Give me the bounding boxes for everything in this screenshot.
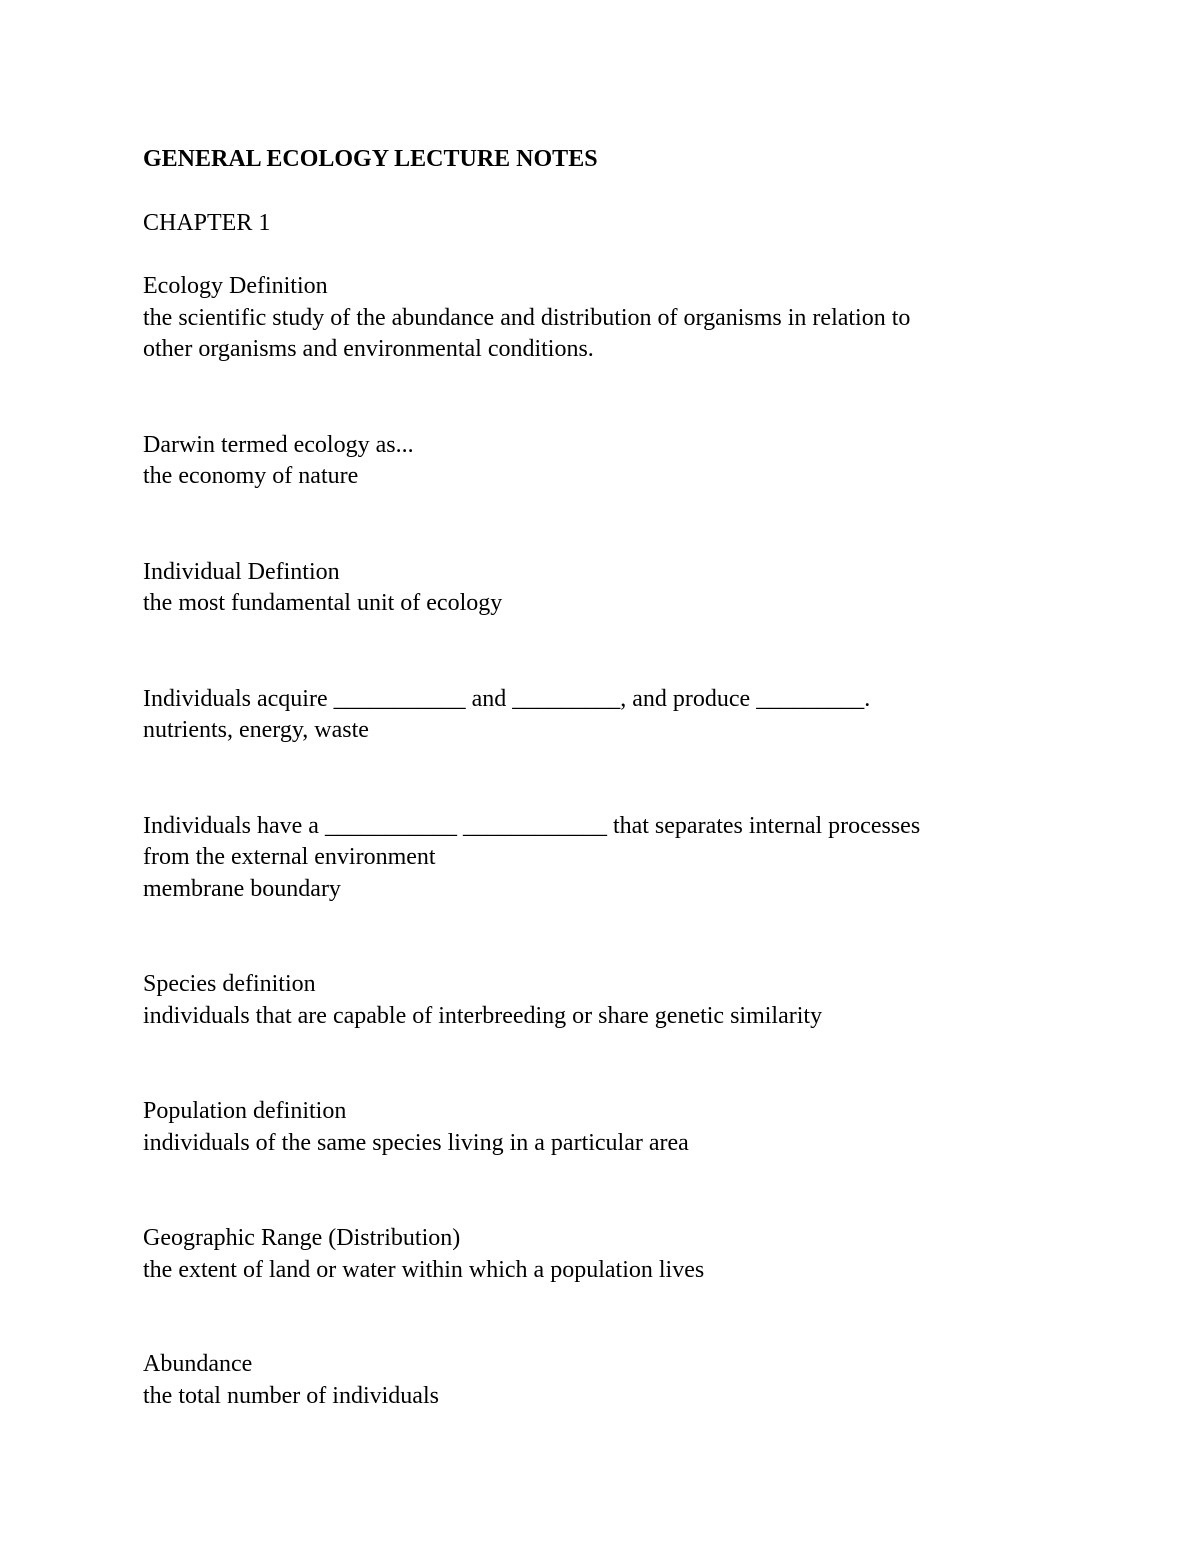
definition-line: individuals of the same species living in a particular area bbox=[143, 1129, 689, 1156]
section-individual-definition bbox=[143, 557, 1083, 620]
section-species-definition bbox=[143, 969, 1083, 1032]
term-heading: Darwin termed ecology as... bbox=[143, 431, 414, 458]
definition-line: the most fundamental unit of ecology bbox=[143, 590, 503, 616]
section-abundance bbox=[143, 1349, 1083, 1412]
term-heading: Population definition bbox=[143, 1098, 347, 1124]
section-geographic-range bbox=[143, 1223, 1083, 1286]
definition-line: the total number of individuals bbox=[143, 1382, 439, 1409]
lecture-notes-content bbox=[143, 144, 1083, 1412]
section-individuals-boundary bbox=[143, 811, 1083, 906]
prompt-continuation: from the external environment bbox=[143, 844, 436, 870]
term-heading: Geographic Range (Distribution) bbox=[143, 1225, 461, 1251]
document-title: GENERAL ECOLOGY LECTURE NOTES bbox=[143, 146, 598, 172]
term-heading: Ecology Definition bbox=[143, 273, 328, 299]
definition-line: the scientific study of the abundance and distribution of organisms in relation to bbox=[143, 304, 911, 331]
term-heading: Abundance bbox=[143, 1351, 253, 1377]
answer-line: nutrients, energy, waste bbox=[143, 717, 369, 743]
section-population-definition bbox=[143, 1096, 1083, 1159]
section-ecology-definition bbox=[143, 271, 1083, 366]
definition-line: other organisms and environmental conditions. bbox=[143, 336, 594, 362]
definition-line: the extent of land or water within which a population lives bbox=[143, 1256, 705, 1283]
definition-line: individuals that are capable of interbreeding or share genetic similarity bbox=[143, 1002, 823, 1029]
chapter-heading: CHAPTER 1 bbox=[143, 209, 271, 236]
answer-line: membrane boundary bbox=[143, 875, 341, 902]
section-individuals-acquire bbox=[143, 684, 1083, 747]
fill-in-prompt: Individuals have a ___________ ____________ that separates internal processes bbox=[143, 812, 921, 839]
term-heading: Individual Defintion bbox=[143, 558, 340, 585]
term-heading: Species definition bbox=[143, 971, 316, 997]
definition-line: the economy of nature bbox=[143, 463, 359, 489]
fill-in-prompt: Individuals acquire ___________ and _________, and produce _________. bbox=[143, 685, 871, 712]
section-darwin-ecology bbox=[143, 430, 1083, 493]
